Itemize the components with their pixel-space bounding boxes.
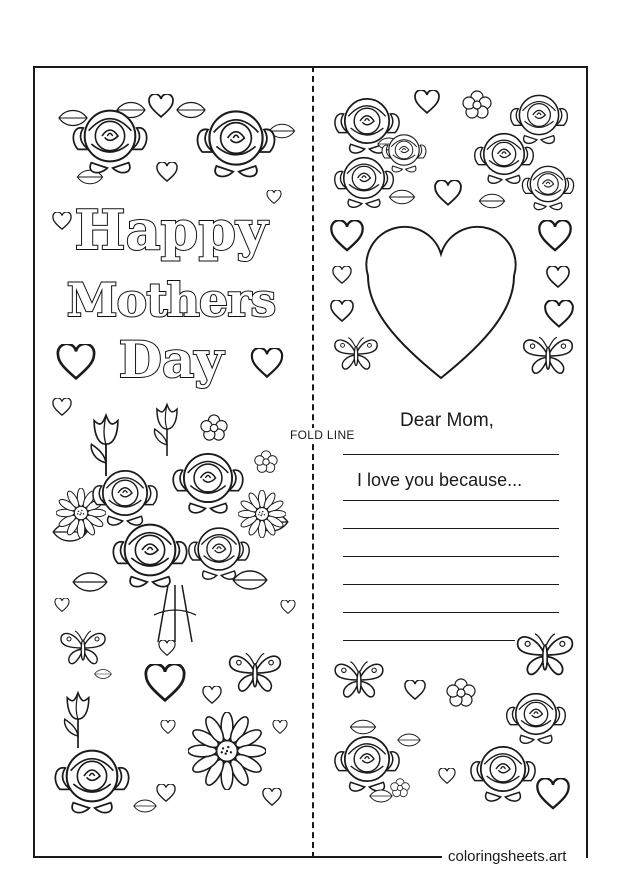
small-flower-icon <box>201 415 227 440</box>
heart-icon <box>435 180 461 205</box>
leaf-icon <box>398 734 420 746</box>
leaf-icon <box>479 194 504 208</box>
leaf-icon <box>350 720 375 734</box>
butterfly-icon <box>335 662 383 697</box>
heart-icon <box>537 778 568 808</box>
write-line <box>343 454 559 455</box>
greeting-text: Dear Mom, <box>400 410 494 431</box>
heart-icon <box>157 784 175 801</box>
heart-icon <box>405 680 425 699</box>
heart-icon <box>439 768 455 783</box>
small-flower-icon <box>255 451 277 473</box>
rose-icon <box>335 158 394 208</box>
bottom-right-art <box>328 628 580 850</box>
tulip-icon <box>91 415 118 476</box>
leaf-icon <box>134 800 156 812</box>
heart-icon <box>161 720 175 733</box>
heart-icon <box>53 212 71 229</box>
heart-icon <box>263 788 281 805</box>
heart-icon <box>159 640 175 655</box>
heart-icon <box>333 266 351 283</box>
leaf-icon <box>59 111 87 126</box>
write-line <box>343 528 559 529</box>
small-flower-icon <box>463 91 491 118</box>
title-happy: Happy <box>74 198 268 262</box>
heart-icon <box>281 600 295 613</box>
butterfly-icon <box>61 631 105 664</box>
heart-icon <box>55 598 69 611</box>
write-line <box>343 584 559 585</box>
rose-icon <box>189 528 249 579</box>
bottom-left-art <box>52 598 308 848</box>
tulip-icon <box>154 404 177 456</box>
heart-icon <box>203 686 221 703</box>
title-hearts <box>52 212 312 422</box>
rose-icon <box>511 95 568 143</box>
rose-icon <box>507 694 566 744</box>
leaf-icon <box>233 571 267 589</box>
heart-icon <box>157 162 177 181</box>
rose-icon <box>55 751 128 813</box>
rose-icon <box>113 525 186 587</box>
small-flower-icon <box>391 779 410 797</box>
leaf-icon <box>389 190 414 204</box>
small-flower-icon <box>447 679 475 706</box>
write-line <box>343 612 559 613</box>
heart-icon <box>331 300 353 321</box>
top-left-roses <box>56 90 296 200</box>
fold-line <box>312 66 314 858</box>
leaf-icon <box>95 670 112 679</box>
heart-side-decor <box>330 218 582 393</box>
rose-icon <box>93 471 157 525</box>
heart-icon <box>149 94 173 117</box>
rose-icon <box>198 111 275 176</box>
site-credit: coloringsheets.art <box>448 848 567 865</box>
rose-icon <box>471 747 535 801</box>
daisy-icon <box>188 712 266 790</box>
write-line <box>343 500 559 501</box>
heart-icon <box>539 220 570 250</box>
heart-icon <box>58 344 94 379</box>
rose-icon <box>335 737 399 791</box>
daisy-icon <box>238 490 286 538</box>
heart-icon <box>547 266 569 287</box>
title-mothers: Mothers <box>66 273 276 327</box>
heart-icon <box>331 220 362 250</box>
butterfly-icon <box>518 634 573 674</box>
rose-icon <box>173 454 243 513</box>
butterfly-icon <box>335 338 377 369</box>
heart-icon <box>545 300 573 326</box>
heart-icon <box>252 348 282 377</box>
write-line <box>343 556 559 557</box>
rose-icon <box>522 166 573 209</box>
tulip-icon <box>65 693 89 748</box>
heart-icon <box>146 664 184 700</box>
butterfly-icon <box>230 653 281 691</box>
fold-line-label: FOLD LINE <box>290 428 355 442</box>
butterfly-icon <box>524 337 573 373</box>
leaf-icon <box>177 103 205 118</box>
top-right-art <box>328 84 578 224</box>
heart-icon <box>273 720 287 733</box>
leaf-icon <box>73 573 107 591</box>
leaf-icon <box>370 790 392 802</box>
heart-icon <box>415 90 439 113</box>
title-day: Day <box>118 330 224 389</box>
prompt-text: I love you because... <box>357 470 523 490</box>
